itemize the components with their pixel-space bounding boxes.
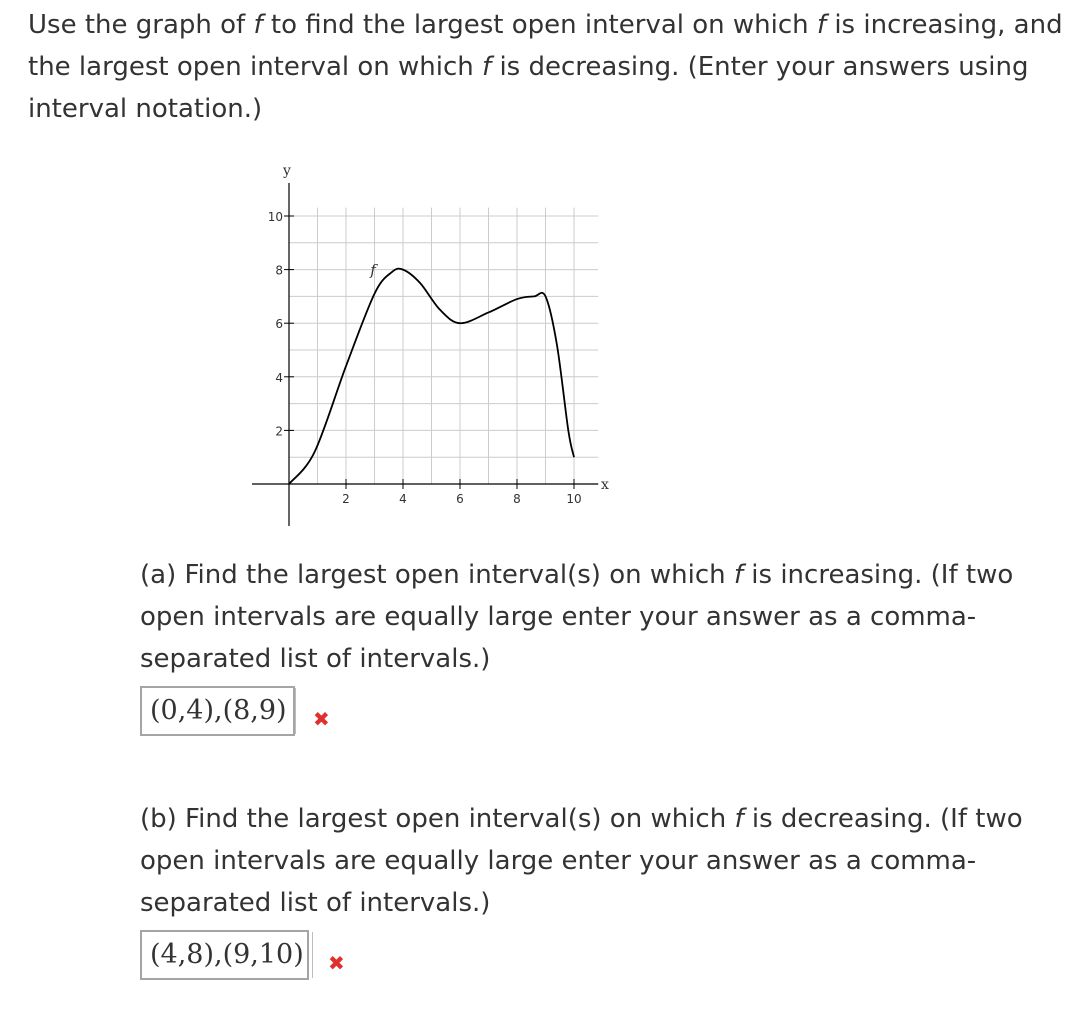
- part-a-f: f: [733, 560, 744, 590]
- part-b-text-2: is decreasing. (If two open intervals are equally large enter your answer as a comma-separated list of intervals.): [140, 804, 1023, 918]
- y-tick-label: 2: [275, 424, 283, 439]
- part-b-text-1: (b) Find the largest open interval(s) on which: [140, 804, 735, 834]
- part-a-answer-value: (0,4),(8,9): [150, 688, 296, 734]
- part-a-text-2: is increasing. (If two open intervals are equally large enter your answer as a comma-separated list of intervals.): [140, 560, 1014, 674]
- part-a-question: [140, 554, 1070, 680]
- x-tick-label: 2: [342, 492, 350, 506]
- part-a-answer-input[interactable]: [140, 686, 295, 736]
- part-b-incorrect-icon: ✖: [328, 951, 345, 975]
- x-tick-label: 8: [513, 492, 521, 506]
- part-b-answer-input[interactable]: [140, 930, 309, 980]
- function-graph: [0, 0, 620, 540]
- x-axis-label: x: [601, 477, 609, 493]
- x-tick-label: 4: [399, 492, 407, 506]
- question-text-3: is increasing, and the largest open interval on which: [28, 10, 1063, 82]
- question-text-2: to find the largest open interval on which: [262, 10, 817, 40]
- question-text-1: Use the graph of: [28, 10, 254, 40]
- part-a-text-1: (a) Find the largest open interval(s) on which: [140, 560, 734, 590]
- part-a-incorrect-icon: ✖: [313, 707, 330, 731]
- curve-label-f: f: [370, 261, 376, 279]
- y-axis-label: y: [283, 163, 291, 179]
- question-text-4: is decreasing. (Enter your answers using interval notation.): [28, 52, 1029, 124]
- part-b-f: f: [734, 804, 744, 834]
- question-f-2: f: [816, 10, 827, 40]
- y-tick-label: 6: [275, 317, 283, 332]
- part-b-answer-value: (4,8),(9,10): [150, 932, 313, 978]
- y-tick-label: 10: [267, 210, 283, 224]
- y-tick-label: 4: [275, 370, 283, 385]
- part-b-question: [140, 798, 1070, 924]
- x-tick-label: 10: [566, 492, 582, 506]
- x-tick-label: 6: [456, 492, 464, 506]
- y-tick-label: 8: [275, 263, 283, 278]
- question-f-3: f: [482, 52, 492, 82]
- question-f-1: f: [253, 10, 263, 40]
